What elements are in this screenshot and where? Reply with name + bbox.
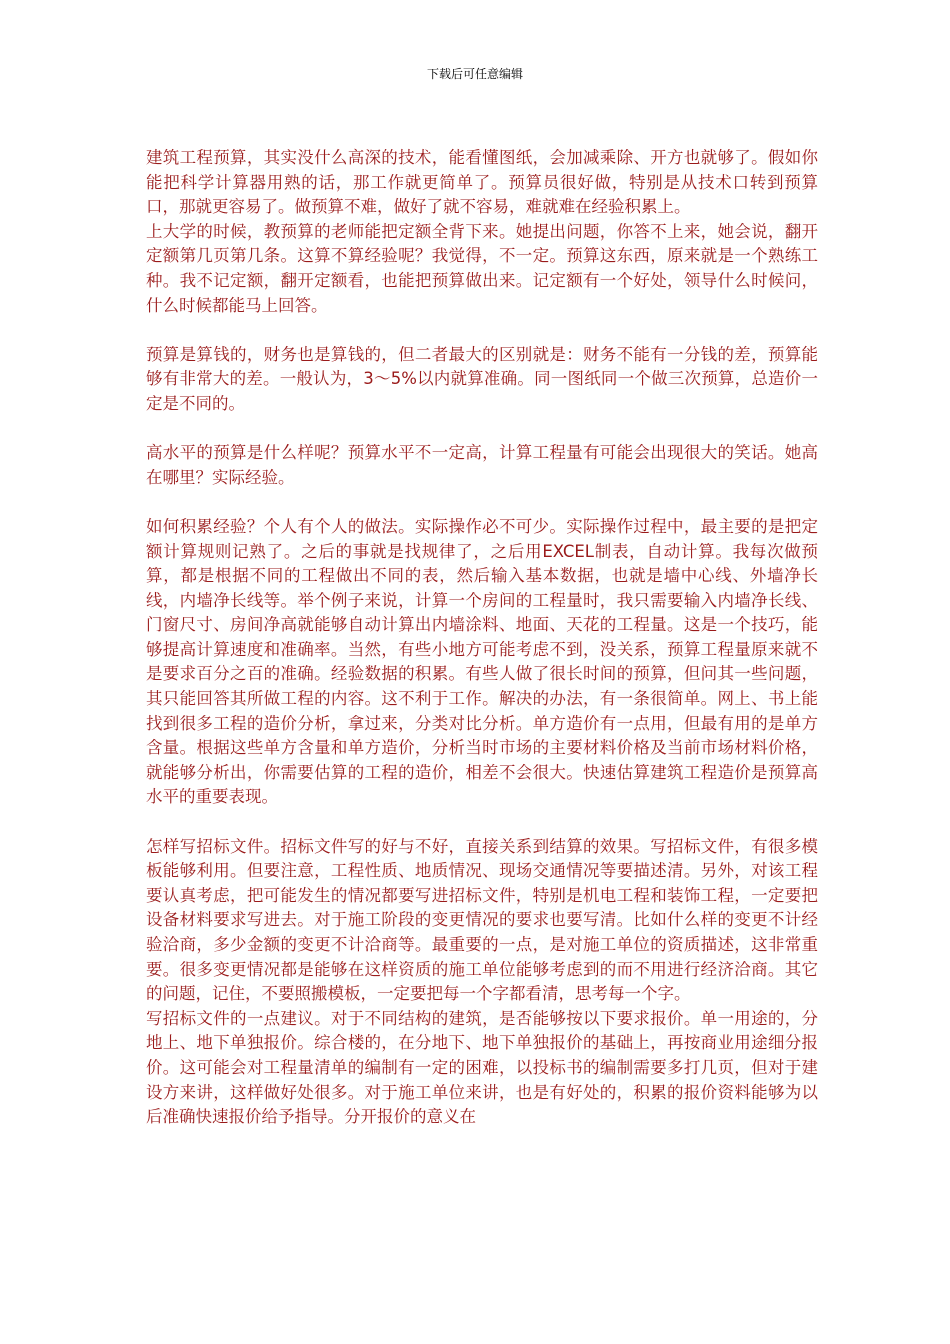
paragraph-6: 怎样写招标文件。招标文件写的好与不好，直接关系到结算的效果。写招标文件，有很多模板能够利用。但要注意，工程性质、地质情况、现场交通情况等要描述清。另外，对该工程要认真考虑，把可能发生的情况都要写进招标文件，特别是机电工程和装饰工程，一定要把设备材料要求写进去。对于施工阶段的变更情况的要求也要写清。比如什么样的变更不计经验洽商，多少金额的变更不计洽商等。最重要的一点，是对施工单位的资质描述，这非常重要。很多变更情况都是能够在这样资质的施工单位能够考虑到的而不用进行经济洽商。其它的问题，记住，不要照搬模板，一定要把每一个字都看清，思考每一个字。	[146, 836, 818, 1004]
page-header: 下载后可任意编辑	[426, 67, 523, 81]
paragraph-7: 写招标文件的一点建议。对于不同结构的建筑，是否能够按以下要求报价。单一用途的，分地上、地下单独报价。综合楼的，在分地下、地下单独报价的基础上，再按商业用途细分报价。这可能会对工程量清单的编制有一定的困难，以投标书的编制需要多打几页，但对于建设方来讲，这样做好处很多。对于施工单位来讲，也是有好处的，积累的报价资料能够为以后准确快速报价给予指导。分开报价的意义在	[146, 1008, 818, 1127]
paragraph-5: 如何积累经验？个人有个人的做法。实际操作必不可少。实际操作过程中，最主要的是把定额计算规则记熟了。之后的事就是找规律了，之后用EXCEL制表，自动计算。我每次做预算，都是根据不同的工程做出不同的表，然后输入基本数据，也就是墙中心线、外墙净长线，内墙净长线等。举个例子来说，计算一个房间的工程量时，我只需要输入内墙净长线、门窗尺寸、房间净高就能够自动计算出内墙涂料、地面、天花的工程量。这是一个技巧，能够提高计算速度和准确率。当然，有些小地方可能考虑不到，没关系，预算工程量原来就不是要求百分之百的准确。经验数据的积累。有些人做了很长时间的预算，但问其一些问题，其只能回答其所做工程的内容。这不利于工作。解决的办法，有一条很简单。网上、书上能找到很多工程的造价分析，拿过来，分类对比分析。单方造价有一点用，但最有用的是单方含量。根据这些单方含量和单方造价，分析当时市场的主要材料价格及当前市场材料价格，就能够分析出，你需要估算的工程的造价，相差不会很大。快速估算建筑工程造价是预算高水平的重要表现。	[146, 516, 818, 807]
paragraph-2: 上大学的时候，教预算的老师能把定额全背下来。她提出问题，你答不上来，她会说，翻开定额第几页第几条。这算不算经验呢？我觉得，不一定。预算这东西，原来就是一个熟练工种。我不记定额，翻开定额看，也能把预算做出来。记定额有一个好处，领导什么时候问，什么时候都能马上回答。	[146, 221, 818, 315]
paragraph-4: 高水平的预算是什么样呢？预算水平不一定高，计算工程量有可能会出现很大的笑话。她高在哪里？实际经验。	[146, 443, 818, 487]
document-body	[146, 146, 818, 1130]
paragraph-3: 预算是算钱的，财务也是算钱的，但二者最大的区别就是：财务不能有一分钱的差，预算能够有非常大的差。一般认为，3～5%以内就算准确。同一图纸同一个做三次预算，总造价一定是不同的。	[146, 344, 818, 413]
paragraph-1: 建筑工程预算，其实没什么高深的技术，能看懂图纸，会加减乘除、开方也就够了。假如你能把科学计算器用熟的话，那工作就更简单了。预算员很好做，特别是从技术口转到预算口，那就更容易了。做预算不难，做好了就不容易，难就难在经验积累上。	[146, 148, 818, 217]
